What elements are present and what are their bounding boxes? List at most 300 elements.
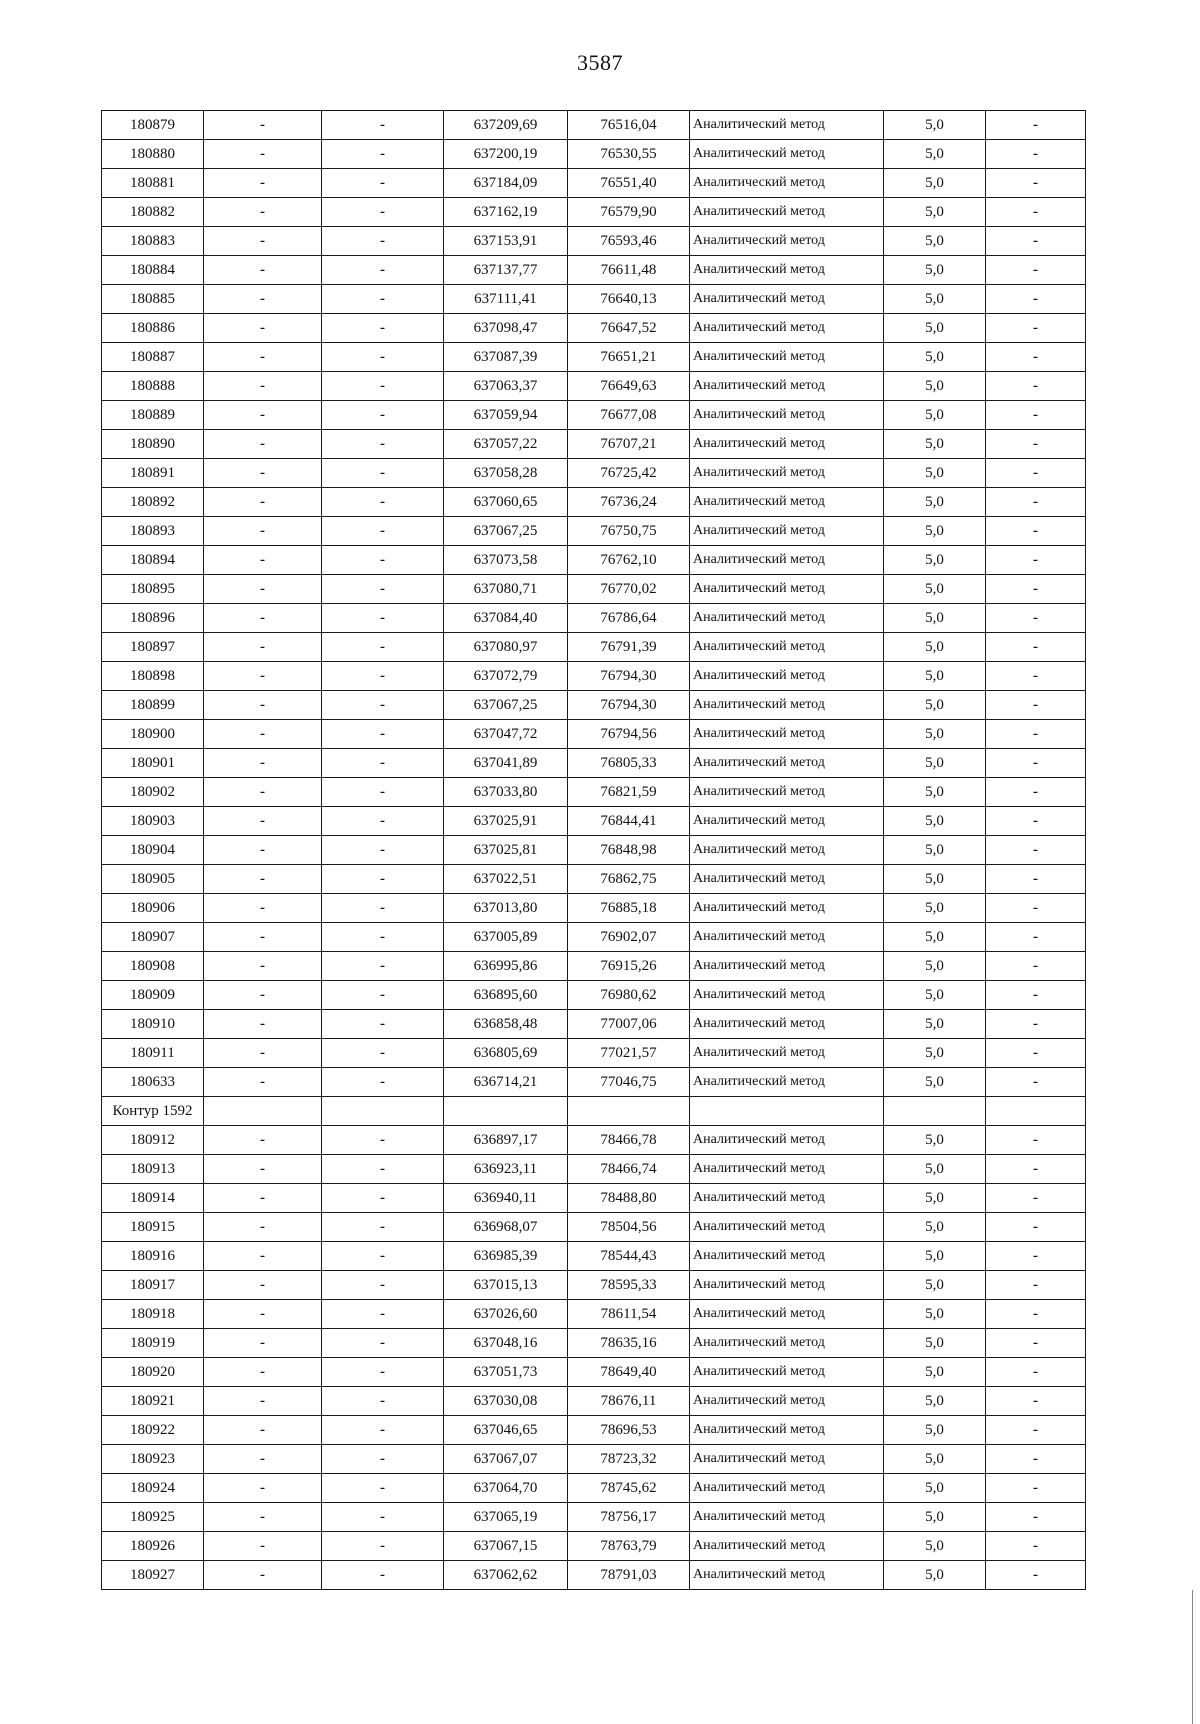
table-row (102, 1126, 1086, 1155)
col2-cell: - (204, 198, 322, 227)
col2-cell: - (204, 1213, 322, 1242)
col2-cell: - (204, 1039, 322, 1068)
point-id-cell: 180890 (102, 430, 204, 459)
method-cell: Аналитический метод (690, 1445, 884, 1474)
accuracy-cell: 5,0 (884, 430, 986, 459)
last-col-cell: - (986, 575, 1086, 604)
point-id-cell: 180880 (102, 140, 204, 169)
x-coordinate-cell: 637005,89 (444, 923, 568, 952)
x-coordinate-cell: 637022,51 (444, 865, 568, 894)
x-coordinate-cell: 636940,11 (444, 1184, 568, 1213)
method-cell: Аналитический метод (690, 778, 884, 807)
point-id-cell: 180925 (102, 1503, 204, 1532)
y-coordinate-cell: 78649,40 (568, 1358, 690, 1387)
y-coordinate-cell: 78745,62 (568, 1474, 690, 1503)
col2-cell: - (204, 604, 322, 633)
col2-cell: - (204, 1503, 322, 1532)
y-coordinate-cell: 77007,06 (568, 1010, 690, 1039)
col2-cell: - (204, 430, 322, 459)
accuracy-cell: 5,0 (884, 256, 986, 285)
col2-cell: - (204, 1271, 322, 1300)
col2-cell: - (204, 1155, 322, 1184)
col2-cell: - (204, 1561, 322, 1590)
point-id-cell: 180893 (102, 517, 204, 546)
col3-cell: - (322, 140, 444, 169)
x-coordinate-cell: 637162,19 (444, 198, 568, 227)
col3-cell: - (322, 575, 444, 604)
col2-cell: - (204, 314, 322, 343)
point-id-cell: 180901 (102, 749, 204, 778)
col2-cell: - (204, 546, 322, 575)
y-coordinate-cell (568, 1097, 690, 1126)
last-col-cell: - (986, 836, 1086, 865)
method-cell: Аналитический метод (690, 1271, 884, 1300)
x-coordinate-cell: 637062,62 (444, 1561, 568, 1590)
table-row (102, 1503, 1086, 1532)
accuracy-cell: 5,0 (884, 1155, 986, 1184)
col2-cell: - (204, 517, 322, 546)
x-coordinate-cell: 637047,72 (444, 720, 568, 749)
col3-cell: - (322, 1010, 444, 1039)
accuracy-cell: 5,0 (884, 633, 986, 662)
method-cell: Аналитический метод (690, 1184, 884, 1213)
x-coordinate-cell: 637048,16 (444, 1329, 568, 1358)
point-id-cell: 180926 (102, 1532, 204, 1561)
accuracy-cell: 5,0 (884, 1300, 986, 1329)
col2-cell: - (204, 1126, 322, 1155)
table-row (102, 169, 1086, 198)
last-col-cell: - (986, 1010, 1086, 1039)
col3-cell: - (322, 662, 444, 691)
accuracy-cell: 5,0 (884, 517, 986, 546)
col3-cell: - (322, 1184, 444, 1213)
col2-cell: - (204, 894, 322, 923)
y-coordinate-cell: 76647,52 (568, 314, 690, 343)
y-coordinate-cell: 78595,33 (568, 1271, 690, 1300)
x-coordinate-cell: 637030,08 (444, 1387, 568, 1416)
last-col-cell: - (986, 981, 1086, 1010)
table-row (102, 546, 1086, 575)
scan-edge-line (1192, 1590, 1193, 1724)
col3-cell: - (322, 314, 444, 343)
col2-cell: - (204, 836, 322, 865)
y-coordinate-cell: 78466,78 (568, 1126, 690, 1155)
point-id-cell: 180881 (102, 169, 204, 198)
method-cell: Аналитический метод (690, 1416, 884, 1445)
method-cell: Аналитический метод (690, 343, 884, 372)
x-coordinate-cell: 637059,94 (444, 401, 568, 430)
accuracy-cell: 5,0 (884, 662, 986, 691)
table-row (102, 140, 1086, 169)
point-id-cell: 180923 (102, 1445, 204, 1474)
y-coordinate-cell: 76707,21 (568, 430, 690, 459)
y-coordinate-cell: 76750,75 (568, 517, 690, 546)
y-coordinate-cell: 78696,53 (568, 1416, 690, 1445)
point-id-cell: 180882 (102, 198, 204, 227)
method-cell: Аналитический метод (690, 1126, 884, 1155)
last-col-cell: - (986, 1184, 1086, 1213)
col3-cell: - (322, 749, 444, 778)
y-coordinate-cell: 76677,08 (568, 401, 690, 430)
col2-cell: - (204, 459, 322, 488)
method-cell: Аналитический метод (690, 1532, 884, 1561)
last-col-cell: - (986, 1068, 1086, 1097)
x-coordinate-cell: 637098,47 (444, 314, 568, 343)
table-row (102, 1242, 1086, 1271)
last-col-cell: - (986, 343, 1086, 372)
method-cell: Аналитический метод (690, 923, 884, 952)
method-cell: Аналитический метод (690, 1561, 884, 1590)
y-coordinate-cell: 78488,80 (568, 1184, 690, 1213)
x-coordinate-cell: 637051,73 (444, 1358, 568, 1387)
point-id-cell: 180916 (102, 1242, 204, 1271)
last-col-cell: - (986, 1213, 1086, 1242)
y-coordinate-cell: 76805,33 (568, 749, 690, 778)
col2-cell: - (204, 256, 322, 285)
table-row (102, 1068, 1086, 1097)
method-cell: Аналитический метод (690, 401, 884, 430)
last-col-cell: - (986, 401, 1086, 430)
y-coordinate-cell: 78635,16 (568, 1329, 690, 1358)
table-row (102, 111, 1086, 140)
point-id-cell: 180922 (102, 1416, 204, 1445)
point-id-cell: Контур 1592 (102, 1097, 204, 1126)
x-coordinate-cell: 636714,21 (444, 1068, 568, 1097)
method-cell: Аналитический метод (690, 1068, 884, 1097)
y-coordinate-cell: 76786,64 (568, 604, 690, 633)
y-coordinate-cell: 76770,02 (568, 575, 690, 604)
point-id-cell: 180910 (102, 1010, 204, 1039)
col3-cell: - (322, 1329, 444, 1358)
x-coordinate-cell: 637064,70 (444, 1474, 568, 1503)
y-coordinate-cell: 76725,42 (568, 459, 690, 488)
x-coordinate-cell: 637026,60 (444, 1300, 568, 1329)
method-cell: Аналитический метод (690, 111, 884, 140)
accuracy-cell: 5,0 (884, 198, 986, 227)
point-id-cell: 180907 (102, 923, 204, 952)
x-coordinate-cell: 637025,81 (444, 836, 568, 865)
table-row (102, 1300, 1086, 1329)
y-coordinate-cell: 76848,98 (568, 836, 690, 865)
col2-cell: - (204, 1300, 322, 1329)
method-cell: Аналитический метод (690, 952, 884, 981)
col3-cell: - (322, 430, 444, 459)
y-coordinate-cell: 76885,18 (568, 894, 690, 923)
col2-cell: - (204, 923, 322, 952)
last-col-cell: - (986, 198, 1086, 227)
point-id-cell: 180902 (102, 778, 204, 807)
col3-cell: - (322, 691, 444, 720)
last-col-cell: - (986, 169, 1086, 198)
table-row (102, 314, 1086, 343)
last-col-cell: - (986, 778, 1086, 807)
last-col-cell: - (986, 1329, 1086, 1358)
y-coordinate-cell: 78756,17 (568, 1503, 690, 1532)
x-coordinate-cell: 637153,91 (444, 227, 568, 256)
accuracy-cell: 5,0 (884, 575, 986, 604)
method-cell: Аналитический метод (690, 720, 884, 749)
col2-cell: - (204, 140, 322, 169)
accuracy-cell: 5,0 (884, 807, 986, 836)
accuracy-cell: 5,0 (884, 1503, 986, 1532)
table-row (102, 720, 1086, 749)
point-id-cell: 180885 (102, 285, 204, 314)
accuracy-cell: 5,0 (884, 778, 986, 807)
col3-cell: - (322, 952, 444, 981)
table-row (102, 894, 1086, 923)
table-row (102, 372, 1086, 401)
accuracy-cell: 5,0 (884, 749, 986, 778)
col3-cell: - (322, 1242, 444, 1271)
accuracy-cell: 5,0 (884, 343, 986, 372)
y-coordinate-cell: 76762,10 (568, 546, 690, 575)
col3-cell: - (322, 1155, 444, 1184)
col2-cell: - (204, 952, 322, 981)
col2-cell: - (204, 749, 322, 778)
table-row (102, 1416, 1086, 1445)
accuracy-cell: 5,0 (884, 1126, 986, 1155)
col3-cell: - (322, 1503, 444, 1532)
table-row (102, 343, 1086, 372)
x-coordinate-cell: 636858,48 (444, 1010, 568, 1039)
table-row (102, 459, 1086, 488)
col2-cell: - (204, 1329, 322, 1358)
table-row (102, 1155, 1086, 1184)
col2-cell: - (204, 1532, 322, 1561)
last-col-cell: - (986, 459, 1086, 488)
col2-cell: - (204, 343, 322, 372)
method-cell: Аналитический метод (690, 169, 884, 198)
table-row (102, 1358, 1086, 1387)
method-cell: Аналитический метод (690, 1300, 884, 1329)
point-id-cell: 180633 (102, 1068, 204, 1097)
accuracy-cell: 5,0 (884, 865, 986, 894)
table-row (102, 285, 1086, 314)
last-col-cell: - (986, 1039, 1086, 1068)
col3-cell: - (322, 546, 444, 575)
col3-cell: - (322, 1213, 444, 1242)
point-id-cell: 180896 (102, 604, 204, 633)
method-cell: Аналитический метод (690, 227, 884, 256)
y-coordinate-cell: 76794,56 (568, 720, 690, 749)
col3-cell: - (322, 488, 444, 517)
method-cell (690, 1097, 884, 1126)
x-coordinate-cell: 637200,19 (444, 140, 568, 169)
point-id-cell: 180920 (102, 1358, 204, 1387)
method-cell: Аналитический метод (690, 749, 884, 778)
x-coordinate-cell: 637015,13 (444, 1271, 568, 1300)
table-row (102, 1010, 1086, 1039)
point-id-cell: 180899 (102, 691, 204, 720)
accuracy-cell: 5,0 (884, 169, 986, 198)
col2-cell: - (204, 981, 322, 1010)
method-cell: Аналитический метод (690, 575, 884, 604)
col2-cell: - (204, 1445, 322, 1474)
y-coordinate-cell: 76593,46 (568, 227, 690, 256)
col3-cell: - (322, 1271, 444, 1300)
y-coordinate-cell: 76640,13 (568, 285, 690, 314)
method-cell: Аналитический метод (690, 314, 884, 343)
x-coordinate-cell: 637080,71 (444, 575, 568, 604)
table-row (102, 1561, 1086, 1590)
x-coordinate-cell: 637087,39 (444, 343, 568, 372)
accuracy-cell: 5,0 (884, 285, 986, 314)
accuracy-cell: 5,0 (884, 1010, 986, 1039)
col2-cell: - (204, 372, 322, 401)
x-coordinate-cell: 637072,79 (444, 662, 568, 691)
col2-cell: - (204, 1358, 322, 1387)
table-row (102, 1329, 1086, 1358)
y-coordinate-cell: 77046,75 (568, 1068, 690, 1097)
accuracy-cell: 5,0 (884, 836, 986, 865)
table-row (102, 836, 1086, 865)
last-col-cell: - (986, 372, 1086, 401)
y-coordinate-cell: 76794,30 (568, 662, 690, 691)
point-id-cell: 180919 (102, 1329, 204, 1358)
last-col-cell: - (986, 1300, 1086, 1329)
accuracy-cell: 5,0 (884, 894, 986, 923)
accuracy-cell: 5,0 (884, 314, 986, 343)
col2-cell: - (204, 1242, 322, 1271)
accuracy-cell: 5,0 (884, 1387, 986, 1416)
point-id-cell: 180905 (102, 865, 204, 894)
col3-cell: - (322, 1474, 444, 1503)
y-coordinate-cell: 76980,62 (568, 981, 690, 1010)
method-cell: Аналитический метод (690, 198, 884, 227)
col3-cell: - (322, 198, 444, 227)
x-coordinate-cell: 636897,17 (444, 1126, 568, 1155)
x-coordinate-cell: 637209,69 (444, 111, 568, 140)
point-id-cell: 180909 (102, 981, 204, 1010)
last-col-cell: - (986, 1271, 1086, 1300)
page-number: 3587 (577, 50, 623, 75)
table-row (102, 691, 1086, 720)
accuracy-cell: 5,0 (884, 227, 986, 256)
table-row (102, 604, 1086, 633)
coordinates-table (101, 110, 1086, 1590)
table-row (102, 227, 1086, 256)
accuracy-cell: 5,0 (884, 1532, 986, 1561)
last-col-cell: - (986, 1416, 1086, 1445)
table-row (102, 778, 1086, 807)
y-coordinate-cell: 77021,57 (568, 1039, 690, 1068)
last-col-cell (986, 1097, 1086, 1126)
point-id-cell: 180915 (102, 1213, 204, 1242)
y-coordinate-cell: 76902,07 (568, 923, 690, 952)
table-row (102, 517, 1086, 546)
method-cell: Аналитический метод (690, 140, 884, 169)
y-coordinate-cell: 76736,24 (568, 488, 690, 517)
last-col-cell: - (986, 749, 1086, 778)
method-cell: Аналитический метод (690, 1010, 884, 1039)
col2-cell: - (204, 662, 322, 691)
point-id-cell: 180887 (102, 343, 204, 372)
method-cell: Аналитический метод (690, 1039, 884, 1068)
table-row (102, 256, 1086, 285)
point-id-cell: 180892 (102, 488, 204, 517)
accuracy-cell: 5,0 (884, 546, 986, 575)
x-coordinate-cell: 637041,89 (444, 749, 568, 778)
accuracy-cell: 5,0 (884, 691, 986, 720)
col2-cell: - (204, 575, 322, 604)
col2-cell: - (204, 778, 322, 807)
col3-cell: - (322, 604, 444, 633)
col3-cell (322, 1097, 444, 1126)
x-coordinate-cell: 637060,65 (444, 488, 568, 517)
point-id-cell: 180911 (102, 1039, 204, 1068)
accuracy-cell: 5,0 (884, 1445, 986, 1474)
point-id-cell: 180906 (102, 894, 204, 923)
x-coordinate-cell: 637137,77 (444, 256, 568, 285)
col3-cell: - (322, 227, 444, 256)
point-id-cell: 180908 (102, 952, 204, 981)
y-coordinate-cell: 78763,79 (568, 1532, 690, 1561)
accuracy-cell: 5,0 (884, 1039, 986, 1068)
col3-cell: - (322, 865, 444, 894)
col3-cell: - (322, 923, 444, 952)
method-cell: Аналитический метод (690, 430, 884, 459)
last-col-cell: - (986, 430, 1086, 459)
x-coordinate-cell: 637073,58 (444, 546, 568, 575)
method-cell: Аналитический метод (690, 488, 884, 517)
x-coordinate-cell: 637065,19 (444, 1503, 568, 1532)
col3-cell: - (322, 1300, 444, 1329)
x-coordinate-cell: 637046,65 (444, 1416, 568, 1445)
col3-cell: - (322, 1561, 444, 1590)
table-row (102, 430, 1086, 459)
table-row (102, 1184, 1086, 1213)
col2-cell: - (204, 227, 322, 256)
last-col-cell: - (986, 691, 1086, 720)
method-cell: Аналитический метод (690, 1242, 884, 1271)
point-id-cell: 180879 (102, 111, 204, 140)
method-cell: Аналитический метод (690, 662, 884, 691)
table-body (102, 111, 1086, 1590)
y-coordinate-cell: 76530,55 (568, 140, 690, 169)
point-id-cell: 180886 (102, 314, 204, 343)
accuracy-cell: 5,0 (884, 372, 986, 401)
table-row (102, 1271, 1086, 1300)
last-col-cell: - (986, 1358, 1086, 1387)
last-col-cell: - (986, 1155, 1086, 1184)
point-id-cell: 180927 (102, 1561, 204, 1590)
y-coordinate-cell: 76862,75 (568, 865, 690, 894)
method-cell: Аналитический метод (690, 981, 884, 1010)
table-row (102, 1039, 1086, 1068)
col3-cell: - (322, 169, 444, 198)
method-cell: Аналитический метод (690, 1358, 884, 1387)
point-id-cell: 180888 (102, 372, 204, 401)
last-col-cell: - (986, 604, 1086, 633)
accuracy-cell: 5,0 (884, 401, 986, 430)
col3-cell: - (322, 343, 444, 372)
last-col-cell: - (986, 1242, 1086, 1271)
col2-cell: - (204, 1184, 322, 1213)
col3-cell: - (322, 1416, 444, 1445)
accuracy-cell: 5,0 (884, 488, 986, 517)
table-row (102, 575, 1086, 604)
col3-cell: - (322, 285, 444, 314)
col3-cell: - (322, 1532, 444, 1561)
point-id-cell: 180921 (102, 1387, 204, 1416)
method-cell: Аналитический метод (690, 546, 884, 575)
col2-cell: - (204, 1416, 322, 1445)
y-coordinate-cell: 78611,54 (568, 1300, 690, 1329)
last-col-cell: - (986, 720, 1086, 749)
x-coordinate-cell: 636968,07 (444, 1213, 568, 1242)
x-coordinate-cell: 637067,25 (444, 691, 568, 720)
table-row (102, 1097, 1086, 1126)
